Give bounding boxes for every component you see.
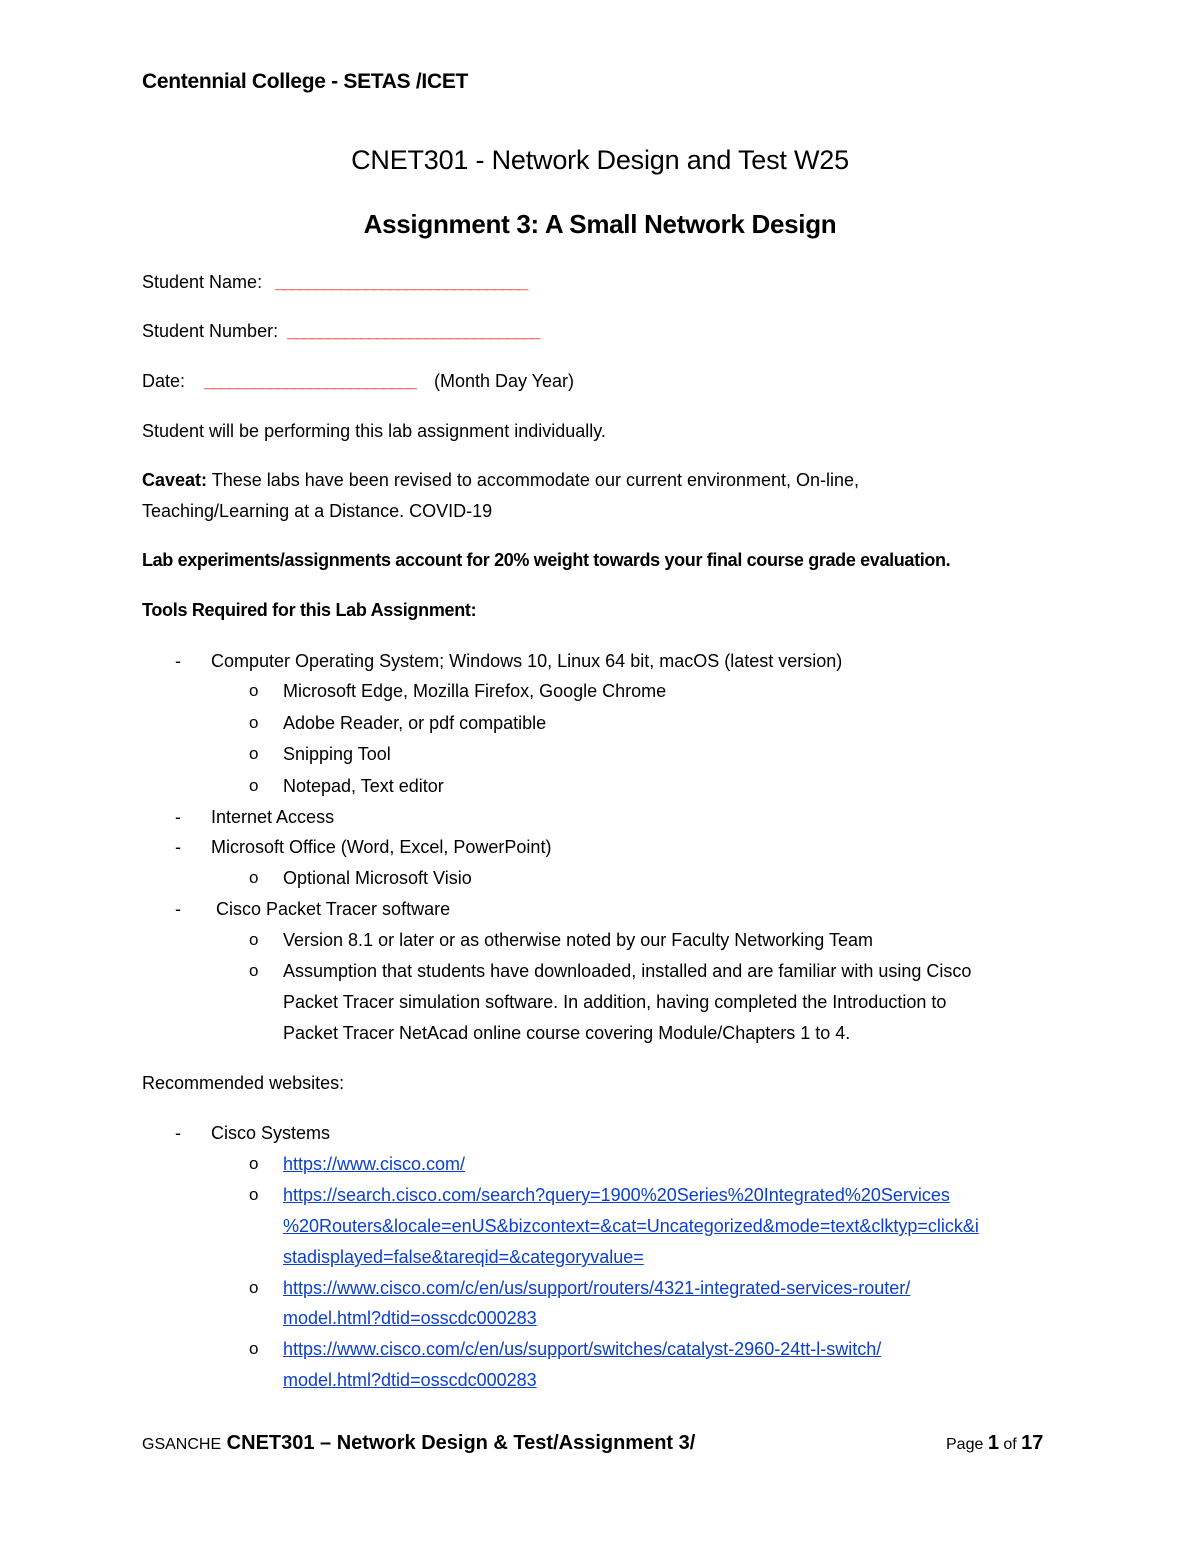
caveat-line2: Teaching/Learning at a Distance. COVID-19 — [142, 501, 493, 521]
date-label: Date: — [142, 371, 186, 391]
student-name-blank[interactable]: _______________________________ — [275, 272, 527, 292]
link-router-4321-2[interactable]: model.html?dtid=osscdc000283 — [283, 1308, 537, 1328]
bullet-marker: o — [249, 868, 259, 887]
dash-marker: - — [175, 651, 181, 671]
bullet-marker: o — [249, 930, 259, 949]
tools-heading: Tools Required for this Lab Assignment: — [142, 600, 477, 620]
bullet-marker: o — [249, 713, 259, 732]
footer-doc-info — [142, 1432, 695, 1455]
weight-note: Lab experiments/assignments account for 20% weight towards your final course grade evaluation. — [142, 550, 951, 570]
tool-internet: Internet Access — [211, 807, 335, 827]
assignment-title: Assignment 3: A Small Network Design — [363, 209, 837, 239]
caveat-line1 — [142, 470, 859, 491]
footer-page-word: Page — [946, 1436, 988, 1453]
website-cisco-systems: Cisco Systems — [211, 1123, 331, 1143]
college-header: Centennial College - SETAS /ICET — [142, 70, 469, 93]
caveat-label: Caveat: — [142, 470, 208, 490]
footer-page-number — [946, 1432, 1043, 1455]
footer-page-num: 1 — [987, 1432, 999, 1454]
student-name-row — [142, 272, 527, 293]
tool-pt-assumption-3: Packet Tracer NetAcad online course covering Module/Chapters 1 to 4. — [283, 1023, 851, 1043]
date-row — [142, 371, 574, 392]
link-cisco-search-1[interactable]: https://search.cisco.com/search?query=1900%20Series%20Integrated%20Services — [283, 1185, 950, 1205]
date-blank[interactable]: __________________________ — [204, 371, 415, 391]
footer-doc-name: CNET301 – Network Design & Test/Assignment 3/ — [221, 1432, 696, 1454]
caveat-text-1: These labs have been revised to accommodate our current environment, On-line, — [207, 470, 860, 490]
link-cisco-search-3[interactable]: stadisplayed=false&tareqid=&categoryvalue= — [283, 1247, 644, 1267]
bullet-marker: o — [249, 681, 259, 700]
bullet-marker: o — [249, 1278, 259, 1297]
tool-pt-version: Version 8.1 or later or as otherwise noted by our Faculty Networking Team — [283, 930, 873, 950]
individual-note: Student will be performing this lab assignment individually. — [142, 421, 606, 441]
tool-pt-assumption-1: Assumption that students have downloaded, installed and are familiar with using Cisco — [283, 961, 972, 981]
tool-notepad: Notepad, Text editor — [283, 776, 444, 796]
student-number-label: Student Number: — [142, 321, 279, 341]
bullet-marker: o — [249, 1154, 259, 1173]
bullet-marker: o — [249, 961, 259, 980]
tool-office: Microsoft Office (Word, Excel, PowerPoint) — [211, 837, 552, 857]
websites-heading: Recommended websites: — [142, 1073, 345, 1093]
student-number-row — [142, 321, 539, 342]
tool-pdf: Adobe Reader, or pdf compatible — [283, 713, 547, 733]
bullet-marker: o — [249, 1185, 259, 1204]
link-cisco-search-2[interactable]: %20Routers&locale=enUS&bizcontext=&cat=Uncategorized&mode=text&clktyp=click&i — [283, 1216, 979, 1236]
dash-marker: - — [175, 1123, 181, 1143]
tool-os: Computer Operating System; Windows 10, Linux 64 bit, macOS (latest version) — [211, 651, 843, 671]
footer-author: GSANCHE — [142, 1436, 222, 1453]
tool-browsers: Microsoft Edge, Mozilla Firefox, Google Chrome — [283, 681, 667, 701]
dash-marker: - — [175, 899, 181, 919]
dash-marker: - — [175, 807, 181, 827]
bullet-marker: o — [249, 776, 259, 795]
tool-snipping: Snipping Tool — [283, 744, 391, 764]
link-cisco-home[interactable]: https://www.cisco.com/ — [283, 1154, 466, 1174]
tool-packet-tracer: Cisco Packet Tracer software — [216, 899, 451, 919]
date-hint: (Month Day Year) — [433, 371, 575, 391]
course-title: CNET301 - Network Design and Test W25 — [351, 145, 849, 175]
link-switch-2960-1[interactable]: https://www.cisco.com/c/en/us/support/switches/catalyst-2960-24tt-l-switch/ — [283, 1339, 882, 1359]
tool-pt-assumption-2: Packet Tracer simulation software. In addition, having completed the Introduction to — [283, 992, 947, 1012]
student-number-blank[interactable]: _______________________________ — [287, 321, 539, 341]
dash-marker: - — [175, 837, 181, 857]
tool-visio: Optional Microsoft Visio — [283, 868, 472, 888]
footer-page-total: 17 — [1021, 1432, 1044, 1454]
link-switch-2960-2[interactable]: model.html?dtid=osscdc000283 — [283, 1370, 537, 1390]
footer-of-word: of — [998, 1436, 1022, 1453]
bullet-marker: o — [249, 744, 259, 763]
bullet-marker: o — [249, 1339, 259, 1358]
student-name-label: Student Name: — [142, 272, 263, 292]
link-router-4321-1[interactable]: https://www.cisco.com/c/en/us/support/routers/4321-integrated-services-router/ — [283, 1278, 911, 1298]
